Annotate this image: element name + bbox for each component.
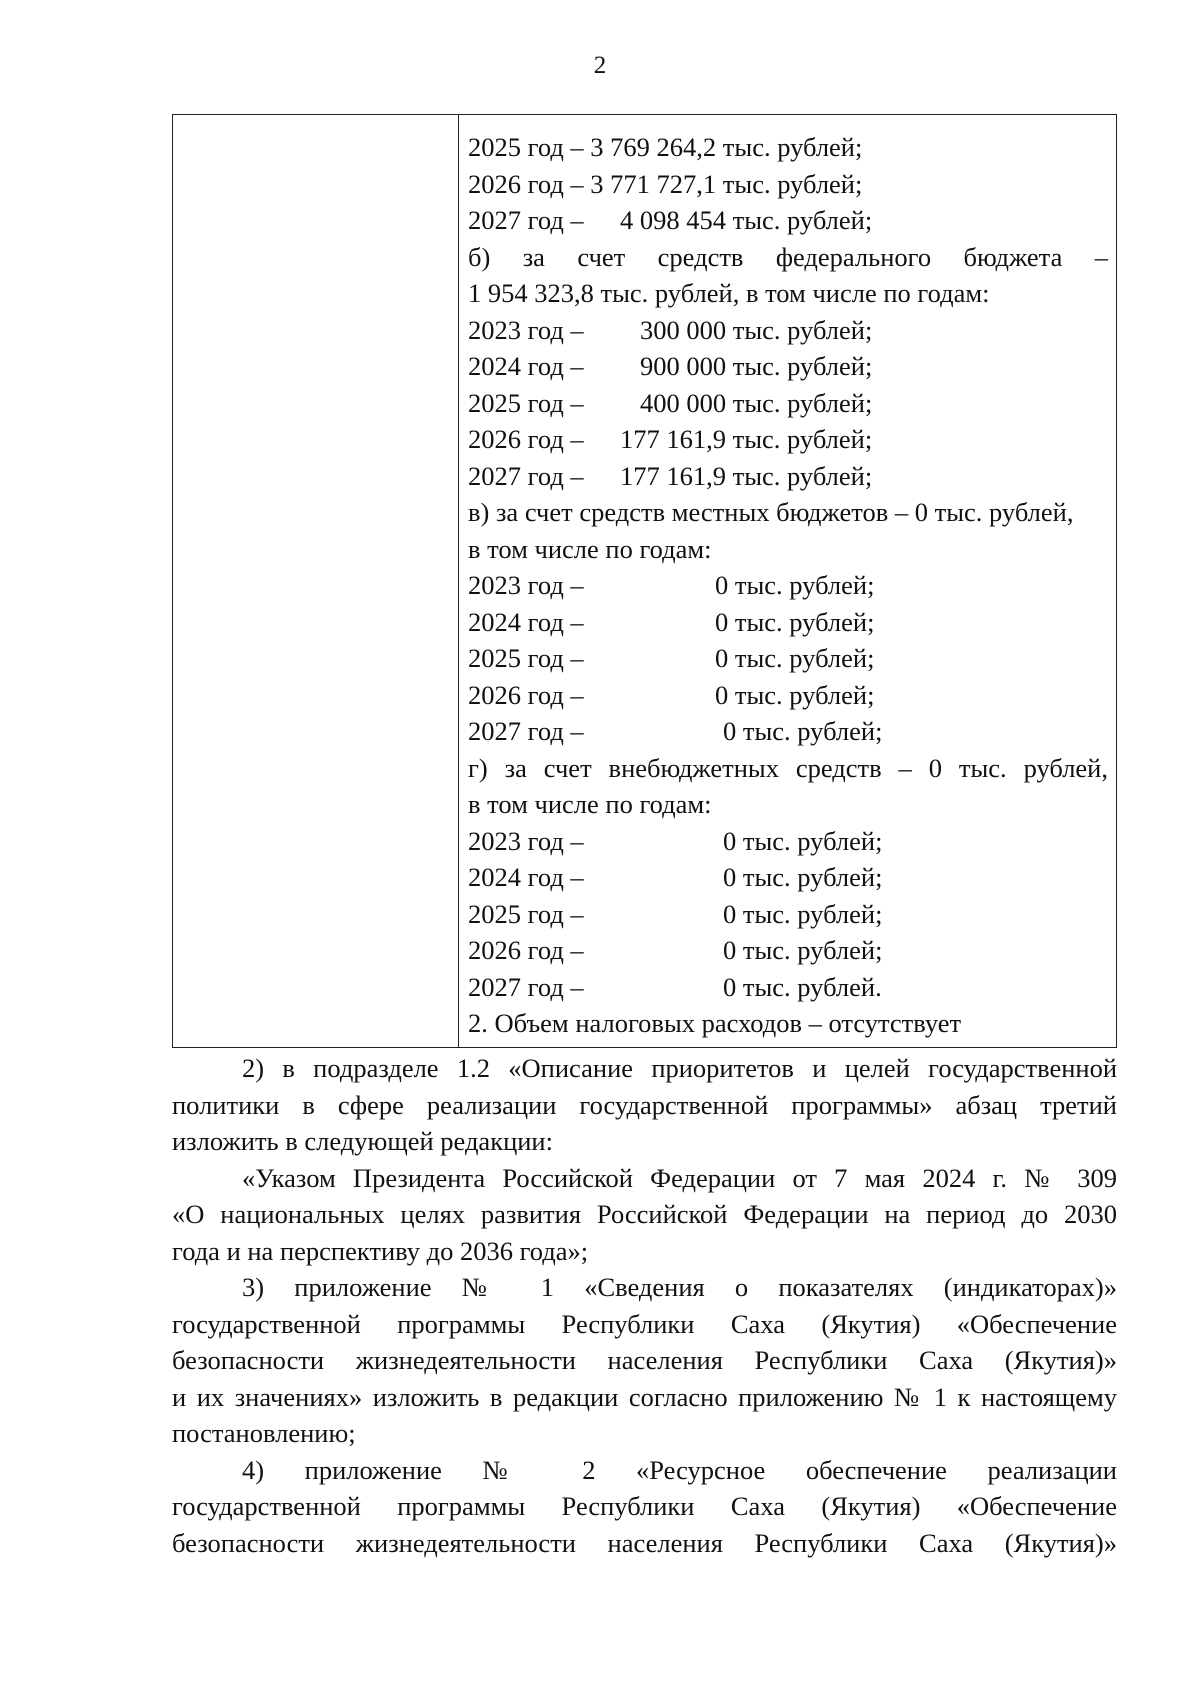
paragraph-line: «О национальных целях развития Российской Федерации на период до 2030	[172, 1199, 1117, 1229]
funding-line-text: б) за счет средств федерального бюджета –	[468, 241, 1108, 272]
funding-line	[468, 896, 1108, 933]
funding-line-text: 2023 год –	[468, 570, 584, 600]
funding-line	[468, 166, 1108, 203]
paragraph-line: государственной программы Республики Саха (Якутия) «Обеспечение	[172, 1491, 1117, 1521]
paragraph-line: политики в сфере реализации государственной программы» абзац третий	[172, 1089, 1117, 1120]
funding-line	[468, 239, 1108, 276]
paragraph-line: и их значениях» изложить в редакции согласно приложению № 1 к настоящему	[172, 1381, 1117, 1412]
funding-line	[468, 348, 1108, 385]
funding-line	[468, 640, 1108, 677]
paragraph-line: постановлению;	[172, 1418, 356, 1448]
funding-line	[468, 823, 1108, 860]
funding-line	[468, 786, 1108, 823]
funding-line-text: 2026 год –	[468, 424, 584, 454]
funding-line	[468, 275, 1108, 312]
paragraph	[172, 1269, 1117, 1452]
funding-amount: 0 тыс. рублей;	[715, 570, 875, 600]
funding-line	[468, 932, 1108, 969]
funding-line-text: в) за счет средств местных бюджетов – 0 тыс. рублей,	[468, 497, 1074, 527]
funding-line-text: 2025 год –	[468, 387, 584, 418]
paragraph-line: «Указом Президента Российской Федерации от 7 мая 2024 г. № 309	[242, 1162, 1117, 1193]
funding-line	[468, 129, 1108, 166]
funding-line-text: 2023 год –	[468, 825, 584, 856]
funding-line-text: 1 954 323,8 тыс. рублей, в том числе по годам:	[468, 278, 990, 308]
funding-line-text: 2024 год –	[468, 606, 584, 637]
funding-line-text: 2027 год –	[468, 971, 584, 1002]
paragraph-line: безопасности жизнедеятельности населения Республики Саха (Якутия)»	[172, 1527, 1117, 1558]
funding-line-text: 2024 год –	[468, 862, 584, 892]
funding-line	[468, 713, 1108, 750]
funding-line	[468, 421, 1108, 458]
funding-amount: 4 098 454 тыс. рублей;	[620, 205, 873, 235]
funding-amount: 0 тыс. рублей;	[715, 606, 875, 637]
funding-line-text: 2. Объем налоговых расходов – отсутствует	[468, 1008, 962, 1038]
paragraph	[172, 1160, 1117, 1270]
page-number: 2	[593, 52, 607, 79]
funding-line	[468, 202, 1108, 239]
funding-line	[468, 494, 1108, 531]
funding-amount: 0 тыс. рублей;	[723, 935, 883, 965]
funding-line	[468, 1005, 1108, 1042]
funding-line	[468, 859, 1108, 896]
funding-line-text: 2026 год – 3 771 727,1 тыс. рублей;	[468, 168, 863, 199]
funding-line-text: 2026 год –	[468, 935, 584, 965]
funding-amount: 0 тыс. рублей;	[723, 862, 883, 892]
funding-line-text: г) за счет внебюджетных средств – 0 тыс. рублей,	[468, 752, 1108, 783]
funding-amount: 0 тыс. рублей;	[723, 825, 883, 856]
funding-line-text: 2023 год –	[468, 314, 584, 345]
funding-amount: 177 161,9 тыс. рублей;	[620, 460, 873, 491]
paragraph-line: государственной программы Республики Саха (Якутия) «Обеспечение	[172, 1308, 1117, 1339]
funding-line-text: 2027 год –	[468, 460, 584, 491]
budget-table	[172, 114, 1117, 1048]
paragraph-line: 2) в подразделе 1.2 «Описание приоритетов и целей государственной	[242, 1053, 1117, 1083]
funding-amount: 900 000 тыс. рублей;	[640, 351, 873, 381]
funding-line	[468, 458, 1108, 495]
body-text	[172, 1050, 1117, 1561]
funding-line	[468, 677, 1108, 714]
funding-line	[468, 531, 1108, 568]
funding-line-text: 2027 год –	[468, 205, 584, 235]
funding-line-text: 2025 год –	[468, 643, 584, 673]
funding-line	[468, 604, 1108, 641]
funding-line	[468, 750, 1108, 787]
funding-line-text: 2025 год –	[468, 898, 584, 929]
funding-amount: 400 000 тыс. рублей;	[640, 387, 873, 418]
funding-line	[468, 385, 1108, 422]
funding-line	[468, 312, 1108, 349]
paragraph-line: безопасности жизнедеятельности населения Республики Саха (Якутия)»	[172, 1345, 1117, 1375]
funding-amount: 177 161,9 тыс. рублей;	[620, 424, 873, 454]
funding-line-text: 2027 год –	[468, 716, 584, 746]
funding-cell	[468, 129, 1108, 1042]
funding-amount: 300 000 тыс. рублей;	[640, 314, 873, 345]
paragraph-line: года и на перспективу до 2036 года»;	[172, 1235, 589, 1266]
funding-line-text: 2024 год –	[468, 351, 584, 381]
funding-line-text: 2026 год –	[468, 679, 584, 710]
funding-amount: 0 тыс. рублей;	[715, 643, 875, 673]
funding-amount: 0 тыс. рублей;	[715, 679, 875, 710]
funding-amount: 0 тыс. рублей;	[723, 716, 883, 746]
paragraph	[172, 1050, 1117, 1160]
paragraph-line: изложить в следующей редакции:	[172, 1126, 553, 1156]
funding-line-text: в том числе по годам:	[468, 789, 712, 819]
funding-line	[468, 969, 1108, 1006]
funding-amount: 0 тыс. рублей;	[723, 898, 883, 929]
paragraph-line: 3) приложение № 1 «Сведения о показателях (индикаторах)»	[242, 1272, 1117, 1302]
funding-amount: 0 тыс. рублей.	[723, 971, 882, 1002]
paragraph	[172, 1452, 1117, 1562]
paragraph-line: 4) приложение № 2 «Ресурсное обеспечение реализации	[242, 1454, 1117, 1485]
funding-line	[468, 567, 1108, 604]
table-divider	[458, 115, 459, 1047]
funding-line-text: 2025 год – 3 769 264,2 тыс. рублей;	[468, 132, 863, 162]
funding-line-text: в том числе по годам:	[468, 533, 712, 564]
